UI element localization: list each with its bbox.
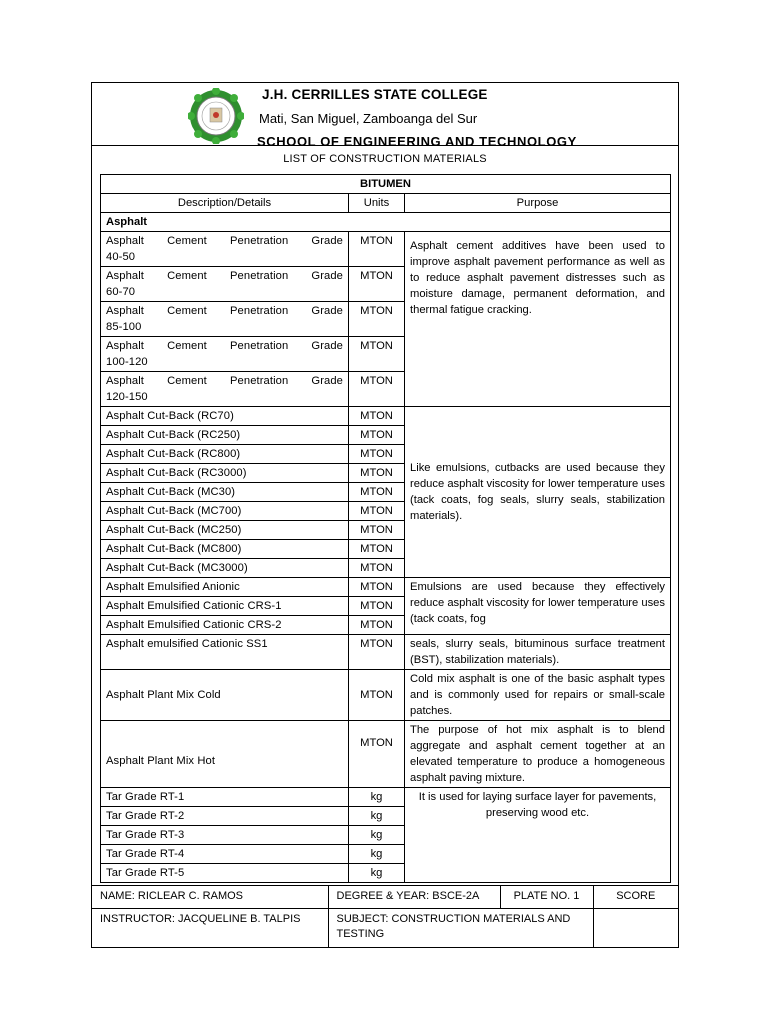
item-unit: MTON [349,670,405,721]
item-description: Asphalt Cut-Back (RC800) [101,445,349,464]
item-description: Tar Grade RT-1 [101,788,349,807]
item-unit: kg [349,845,405,864]
item-description: Asphalt Cut-Back (MC30) [101,483,349,502]
footer-table [92,886,678,947]
purpose-emulsions: Emulsions are used because they effectively reduce asphalt viscosity for lower temperature uses (tack coats, fog [405,578,671,635]
item-description: Asphalt Emulsified Cationic CRS-1 [101,597,349,616]
materials-table [100,174,671,883]
item-unit: kg [349,788,405,807]
column-header-units: Units [349,194,405,213]
table-row [101,788,671,807]
item-unit: MTON [349,521,405,540]
score-label: SCORE [593,886,678,909]
item-description: Asphalt Plant Mix Hot [101,721,349,788]
item-unit: MTON [349,232,405,267]
student-name: NAME: RICLEAR C. RAMOS [92,886,328,909]
item-unit: MTON [349,267,405,302]
item-unit: MTON [349,464,405,483]
subject-name: SUBJECT: CONSTRUCTION MATERIALS AND TESTING [328,909,593,948]
item-description: Asphalt Cut-Back (RC250) [101,426,349,445]
item-grade: 85-100 [106,321,142,333]
item-description: Asphalt Cut-Back (MC700) [101,502,349,521]
item-description: Asphalt Cut-Back (RC3000) [101,464,349,483]
plate-number: PLATE NO. 1 [500,886,593,909]
item-unit: MTON [349,635,405,670]
item-unit: kg [349,826,405,845]
score-box [593,909,678,948]
item-unit: MTON [349,721,405,788]
column-header-description: Description/Details [101,194,349,213]
document-sheet [91,82,679,948]
item-description: Asphalt Emulsified Anionic [101,578,349,597]
college-seal-icon [188,88,244,144]
group-heading-asphalt: Asphalt [101,213,671,232]
table-row [101,232,671,267]
column-header-purpose: Purpose [405,194,671,213]
document-title: LIST OF CONSTRUCTION MATERIALS [283,153,487,165]
item-description: Asphalt Cement Penetration Grade [106,270,343,282]
college-name: J.H. CERRILLES STATE COLLEGE [262,87,488,102]
item-unit: MTON [349,540,405,559]
item-description: Asphalt Cement Penetration Grade [106,305,343,317]
table-row [101,407,671,426]
school-name: SCHOOL OF ENGINEERING AND TECHNOLOGY [257,134,577,146]
item-description: Asphalt Plant Mix Cold [101,670,349,721]
item-unit: MTON [349,597,405,616]
item-grade: 120-150 [106,391,148,403]
purpose-ss1: seals, slurry seals, bituminous surface treatment (BST), stabilization materials). [405,635,671,670]
purpose-plant-cold: Cold mix asphalt is one of the basic asphalt types and is commonly used for repairs or small-scale patches. [405,670,671,721]
item-description: Asphalt Cut-Back (MC250) [101,521,349,540]
purpose-cutbacks: Like emulsions, cutbacks are used because they reduce asphalt viscosity for lower temperature uses (tack coats, fog seals, slurry seals, stabilization materials). [405,407,671,578]
item-unit: MTON [349,337,405,372]
item-unit: MTON [349,559,405,578]
item-grade: 60-70 [106,286,136,298]
purpose-penetration: Asphalt cement additives have been used to improve asphalt pavement performance as well as to reduce asphalt pavement distresses such as moisture damage, permanent deformation, and thermal fatigue cracking. [405,232,671,407]
degree-year: DEGREE & YEAR: BSCE-2A [328,886,500,909]
item-unit: kg [349,807,405,826]
section-heading: BITUMEN [101,175,671,194]
item-unit: MTON [349,502,405,521]
item-description: Asphalt Cut-Back (RC70) [101,407,349,426]
item-unit: MTON [349,407,405,426]
item-unit: MTON [349,372,405,407]
item-description: Asphalt Cement Penetration Grade [106,235,343,247]
item-description: Asphalt Cement Penetration Grade [106,340,343,352]
college-address: Mati, San Miguel, Zamboanga del Sur [259,111,478,126]
item-description: Tar Grade RT-3 [101,826,349,845]
item-description: Asphalt Cut-Back (MC3000) [101,559,349,578]
item-description: Asphalt emulsified Cationic SS1 [101,635,349,670]
item-unit: MTON [349,426,405,445]
purpose-tar: It is used for laying surface layer for pavements, preserving wood etc. [405,788,671,883]
item-description: Asphalt Cement Penetration Grade [106,375,343,387]
item-unit: MTON [349,616,405,635]
item-description: Asphalt Cut-Back (MC800) [101,540,349,559]
item-grade: 100-120 [106,356,148,368]
instructor-name: INSTRUCTOR: JACQUELINE B. TALPIS [92,909,328,948]
table-row [101,721,671,788]
letterhead [92,83,678,146]
item-unit: MTON [349,483,405,502]
item-unit: kg [349,864,405,883]
item-description: Tar Grade RT-5 [101,864,349,883]
item-unit: MTON [349,578,405,597]
item-unit: MTON [349,445,405,464]
item-description: Tar Grade RT-2 [101,807,349,826]
item-description: Tar Grade RT-4 [101,845,349,864]
footer-info [92,885,678,947]
table-row [101,578,671,597]
table-row [101,670,671,721]
item-grade: 40-50 [106,251,136,263]
item-description: Asphalt Emulsified Cationic CRS-2 [101,616,349,635]
purpose-plant-hot: The purpose of hot mix asphalt is to blend aggregate and asphalt cement together at an elevated temperature to produce a homogeneous asphalt paving mixture. [405,721,671,788]
table-row [101,635,671,670]
item-unit: MTON [349,302,405,337]
